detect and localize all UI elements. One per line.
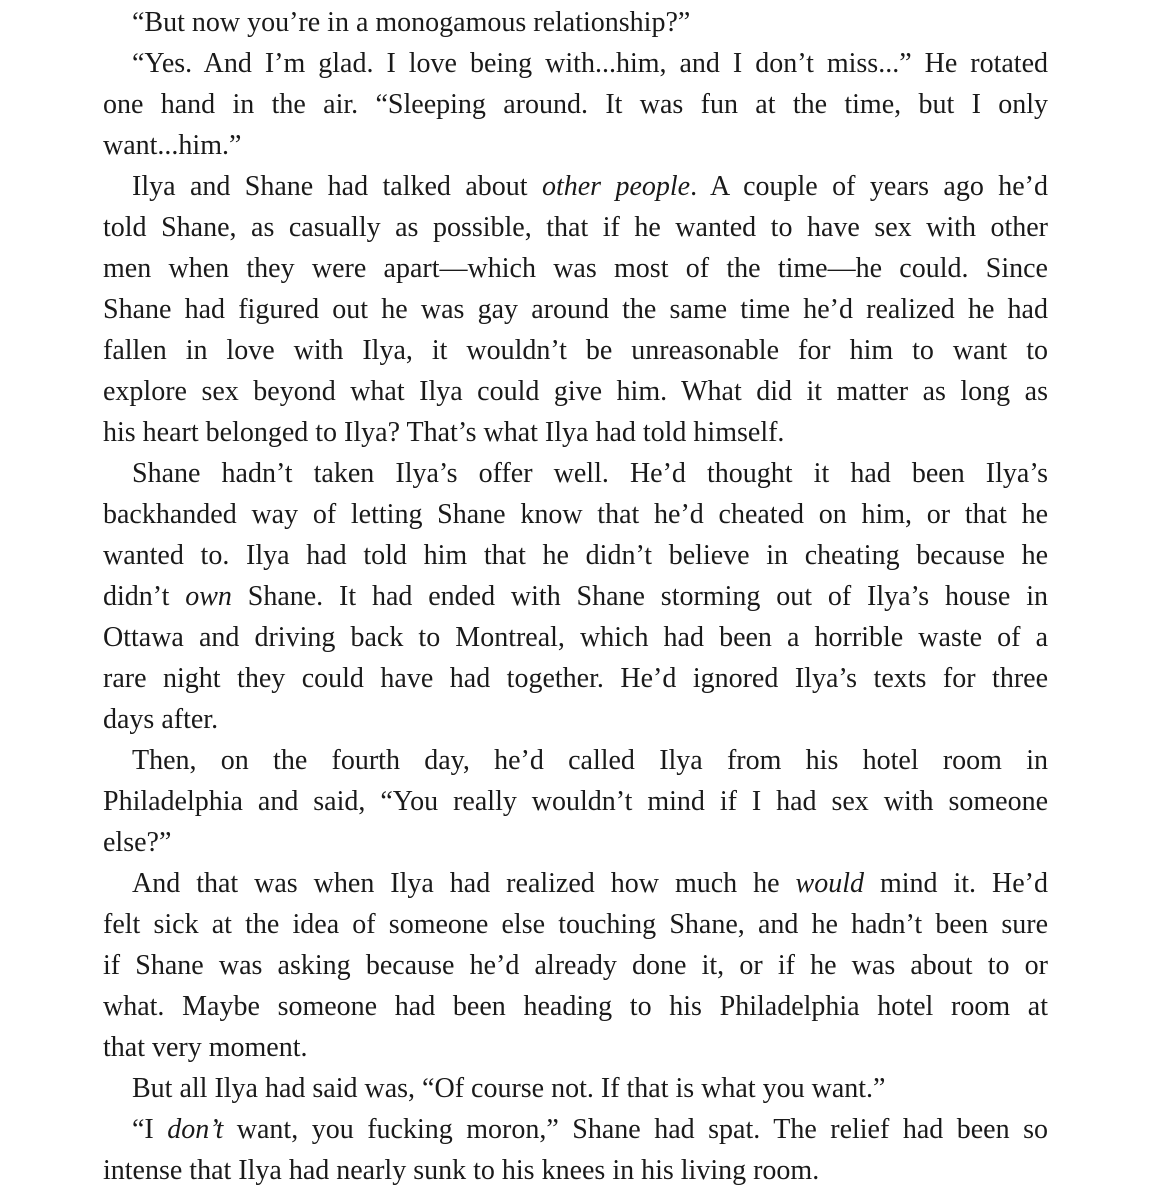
text-line — [103, 2, 1048, 43]
text-span: But all Ilya had said was, “Of course not. If that is what you want.” — [132, 1073, 886, 1104]
text-line — [103, 330, 1048, 371]
text-span: mind it. He’d — [864, 868, 1049, 899]
italic-text: don’t — [167, 1114, 224, 1145]
text-line — [103, 1150, 1048, 1191]
text-line — [103, 453, 1048, 494]
text-line — [103, 125, 1048, 166]
text-span: days after. — [103, 704, 219, 735]
text-line — [103, 207, 1048, 248]
text-line — [103, 371, 1048, 412]
text-line — [103, 166, 1048, 207]
text-line — [103, 1109, 1048, 1150]
text-span: And that was when Ilya had realized how much he — [132, 868, 796, 899]
text-span: didn’t — [103, 581, 186, 612]
text-span: “Yes. And I’m glad. I love being with...him, and I don’t miss...” He rotated — [132, 48, 1048, 79]
text-line — [103, 986, 1048, 1027]
text-span: intense that Ilya had nearly sunk to his knees in his living room. — [103, 1155, 820, 1186]
text-span: his heart belonged to Ilya? That’s what Ilya had told himself. — [103, 417, 785, 448]
text-line — [103, 43, 1048, 84]
text-line — [103, 535, 1048, 576]
text-line — [103, 576, 1048, 617]
text-span: that very moment. — [103, 1032, 308, 1063]
text-line — [103, 945, 1048, 986]
text-line — [103, 248, 1048, 289]
text-span: Shane had figured out he was gay around the same time he’d realized he had — [103, 294, 1048, 325]
text-line — [103, 1068, 1048, 1109]
italic-text: other people — [541, 171, 691, 202]
text-line — [103, 494, 1048, 535]
text-line — [103, 84, 1048, 125]
text-span: wanted to. Ilya had told him that he didn’t believe in cheating because he — [103, 540, 1048, 571]
text-span: what. Maybe someone had been heading to his Philadelphia hotel room at — [103, 991, 1048, 1022]
text-span: Ilya and Shane had talked about — [132, 171, 542, 202]
text-line — [103, 699, 1048, 740]
text-span: want, you fucking moron,” Shane had spat. The relief had been so — [223, 1114, 1048, 1145]
text-span: fallen in love with Ilya, it wouldn’t be unreasonable for him to want to — [103, 335, 1048, 366]
text-span: one hand in the air. “Sleeping around. It was fun at the time, but I only — [103, 89, 1048, 120]
text-span: men when they were apart—which was most of the time—he could. Since — [103, 253, 1048, 284]
text-span: explore sex beyond what Ilya could give him. What did it matter as long as — [103, 376, 1048, 407]
text-span: “I — [132, 1114, 168, 1145]
text-line — [103, 617, 1048, 658]
text-line — [103, 822, 1048, 863]
text-line — [103, 740, 1048, 781]
text-span: . A couple of years ago he’d — [690, 171, 1048, 202]
text-span: Philadelphia and said, “You really wouldn’t mind if I had sex with someone — [103, 786, 1048, 817]
text-span: if Shane was asking because he’d already done it, or if he was about to or — [103, 950, 1048, 981]
italic-text: own — [185, 581, 232, 612]
text-span: Shane hadn’t taken Ilya’s offer well. He’d thought it had been Ilya’s — [132, 458, 1048, 489]
text-line — [103, 1027, 1048, 1068]
text-line — [103, 289, 1048, 330]
text-span: felt sick at the idea of someone else touching Shane, and he hadn’t been sure — [103, 909, 1048, 940]
text-span: rare night they could have had together. He’d ignored Ilya’s texts for three — [103, 663, 1048, 694]
text-span: “But now you’re in a monogamous relationship?” — [132, 7, 691, 38]
body-text — [103, 2, 1048, 1191]
text-span: Shane. It had ended with Shane storming out of Ilya’s house in — [231, 581, 1048, 612]
text-span: want...him.” — [103, 130, 242, 161]
italic-text: would — [795, 868, 864, 899]
text-line — [103, 781, 1048, 822]
text-span: backhanded way of letting Shane know that he’d cheated on him, or that he — [103, 499, 1048, 530]
text-line — [103, 412, 1048, 453]
text-line — [103, 863, 1048, 904]
text-span: Ottawa and driving back to Montreal, which had been a horrible waste of a — [103, 622, 1048, 653]
text-line — [103, 658, 1048, 699]
text-span: else?” — [103, 827, 172, 858]
text-line — [103, 904, 1048, 945]
text-span: Then, on the fourth day, he’d called Ilya from his hotel room in — [132, 745, 1048, 776]
text-span: told Shane, as casually as possible, that if he wanted to have sex with other — [103, 212, 1048, 243]
